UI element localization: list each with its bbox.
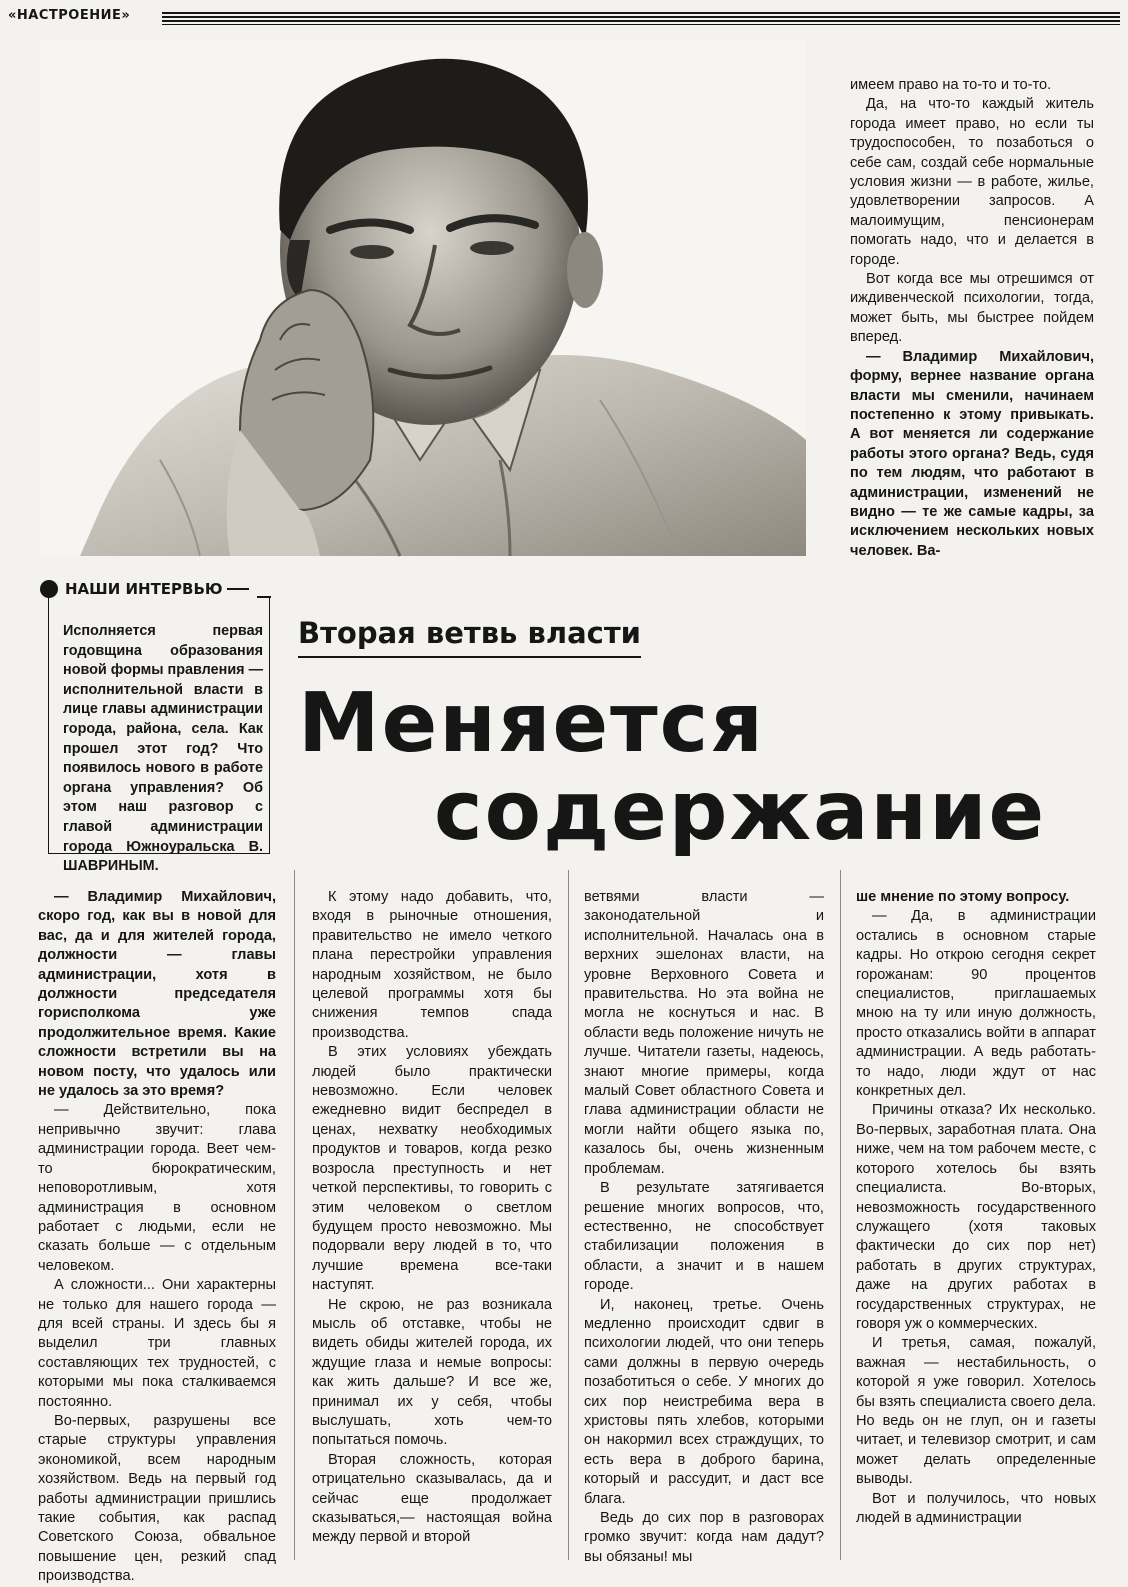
paragraph: Вот когда все мы отрешимся от иждивенческой психологии, тогда, может быть, мы быстрее пойдем вперед. <box>850 271 1094 346</box>
column-divider <box>568 870 569 1560</box>
paragraph: — Действительно, пока непривычно звучит: глава администрации города. Веет чем-то бюрократическим, неповоротливым, хотя администрация в основном работает с людьми, если не сказать больше — с отдельным человеком. <box>38 1102 276 1274</box>
article-subhead: Вторая ветвь власти <box>298 616 641 658</box>
paragraph: И третья, самая, пожалуй, важная — нестабильность, о которой я уже говорил. Хотелось бы взять специалиста своего дела. Но ведь он не глуп, он и газеты читает, и телевизор смотрит, и сам может делать определенные выводы. <box>856 1335 1096 1488</box>
article-column-3 <box>584 888 824 1564</box>
paragraph: — Да, в администрации остались в основном старые кадры. Но открою сегодня секрет горожанам: 90 процентов специалистов, приглашаемых мною на ту или иную должность, просто отказались войти в аппарат администрации. А ведь работать-то надо, люди ждут от нас конкретных дел. <box>856 908 1096 1100</box>
rubric-divider <box>162 12 1120 25</box>
paragraph: В этих условиях убеждать людей было практически невозможно. Если человек ежедневно видит беспредел в ценах, нехватку необходимых продуктов и товаров, когда резко возросла преступность и нет четкой перспективы, то говорить с этим человеком о светлом будущем просто невозможно. Мы подорвали веру людей в то, что лучшие времена все-таки наступят. <box>312 1044 552 1294</box>
article-column-top-right <box>850 76 1094 561</box>
paragraph: Ведь до сих пор в разговорах громко звучит: когда нам дадут? вы обязаны! мы <box>584 1510 824 1565</box>
paragraph: имеем право на то-то и то-то. <box>850 77 1052 93</box>
article-headline <box>298 676 1047 859</box>
headline-line-1: Меняется <box>298 676 765 771</box>
paragraph: Вот и получилось, что новых людей в администрации <box>856 1490 1096 1526</box>
intro-text: Исполняется первая годовщина образования новой формы правления — исполнительной власти в лице главы администрации города, района, села. Как прошел этот год? Что появилось нового в работе органа управления? Об этом наш разговор с главой администрации города Южноуральска В. ШАВРИНЫМ. <box>63 623 263 875</box>
interview-question: — Владимир Михайлович, скоро год, как вы в новой для вас, да и для жителей города, должности — главы администрации, хотя в должности председателя горисполкома уже продолжительное время. Какие сложности встретили вы на новом посту, что удалось или не удалось за это время? <box>38 889 276 1100</box>
paragraph: ветвями власти — законодательной и исполнительной. Началась она в верхних эшелонах власти, на уровне Верховного Совета и правительства. Но эта война не могла не коснуться и нас. В области ведь положение ничуть не лучше. Читатели газеты, надеюсь, знают многие примеры, когда малый Совет областного Совета и глава администрации области не могли найти общего языка по, казалось бы, очень жизненным проблемам. <box>584 889 824 1177</box>
article-column-1 <box>38 888 276 1585</box>
paragraph: Да, на что-то каждый житель города имеет право, но если ты трудоспособен, то позаботься о себе сам, создай себе нормальные условия жизни — в работе, жилье, удовлетворении запросов. А малоимущим, пенсионерам помогать надо, что и делается в городе. <box>850 96 1094 268</box>
paragraph: Вторая сложность, которая отрицательно сказывалась, да и сейчас еще продолжает сказываться,— настоящая война между первой и второй <box>312 1451 552 1546</box>
headline-line-2: содержание <box>434 764 1047 859</box>
article-column-2 <box>312 888 552 1564</box>
paragraph: И, наконец, третье. Очень медленно происходит сдвиг в психологии людей, что они теперь сами должны в первую очередь позаботиться о себе. У многих до сих пор неистребима вера в христовы пять хлебов, которыми он накормил всех страждущих, то есть вера в доброго барина, который и рассудит, и даст все блага. <box>584 1296 824 1507</box>
interview-question: ше мнение по этому вопросу. <box>856 889 1070 905</box>
column-divider <box>294 870 295 1560</box>
rubric-label: «НАСТРОЕНИЕ» <box>8 8 131 23</box>
paragraph: Не скрою, не раз возникала мысль об отставке, чтобы не видеть обиды жителей города, их ждущие глаза и немые вопросы: как жить дальше? И все же, принимал их у себя, чтобы выслушать, хоть чем-то попытаться помочь. <box>312 1296 552 1449</box>
paragraph: В результате затягивается решение многих вопросов, что, естественно, не способствует стабилизации положения в области, а значит и в нашем городе. <box>584 1180 824 1294</box>
intro-box <box>48 596 270 875</box>
rubric-tail-line <box>227 588 249 590</box>
paragraph: Во-первых, разрушены все старые структуры управления экономикой, всем народным хозяйством. Ведь на первый год работы администрации пришлись такие события, как распад Советского Союза, обвальное повышение цен, резкий спад производства. <box>38 1412 276 1585</box>
paragraph: К этому надо добавить, что, входя в рыночные отношения, правительство не имело четкого плана перестройки управления народным хозяйством, не было целевой программы хотя бы снижения темпов спада производства. <box>312 889 552 1041</box>
column-divider <box>840 870 841 1560</box>
paragraph: Причины отказа? Их несколько. Во-первых, заработная плата. Она ниже, чем на том рабочем месте, с которого хотелось бы взять специалиста. Во-вторых, невозможность государственного служащего (хотя таковых фактически до сих пор нет) работать в других структурах, даже на других работах в государственных структурах, не говоря уж о коммерческих. <box>856 1102 1096 1332</box>
portrait-photo <box>40 40 806 556</box>
article-column-4 <box>856 888 1096 1564</box>
interview-rubric-label: НАШИ ИНТЕРВЬЮ <box>65 580 223 598</box>
portrait-icon <box>40 40 806 556</box>
interview-question: — Владимир Михайлович, форму, вернее название органа власти мы сменили, начинаем постепенно к этому привыкать. А вот меняется ли содержание работы этого органа? Ведь, судя по тем людям, что работают в администрации, изменений не видно — те же самые кадры, за исключением нескольких новых человек. Ва- <box>850 348 1094 559</box>
paragraph: А сложности... Они характерны не только для нашего города — для всей страны. И здесь бы я выделил три главных составляющих тех трудностей, с которыми мы пока сталкиваемся постоянно. <box>38 1277 276 1410</box>
